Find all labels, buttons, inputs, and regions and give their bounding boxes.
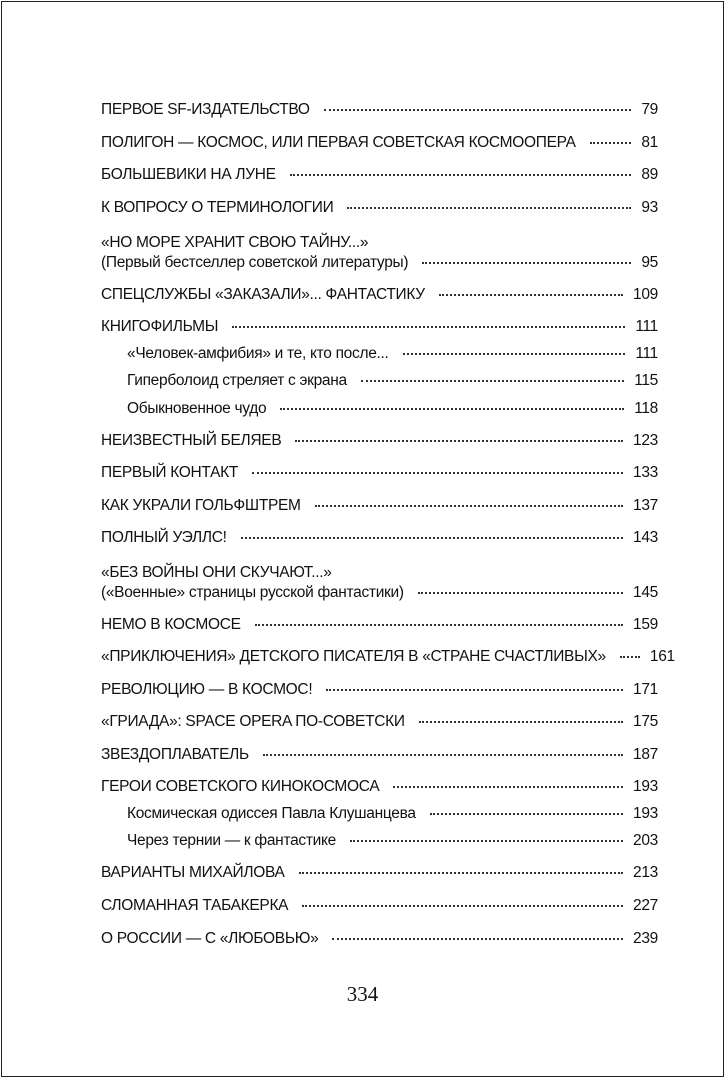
- toc-entry-page: 203: [633, 832, 658, 849]
- dot-leader: [232, 326, 625, 328]
- toc-entry-page: 111: [635, 345, 658, 362]
- toc-entry: [101, 464, 658, 490]
- toc-entry-title: ПОЛИГОН — КОСМОС, ИЛИ ПЕРВАЯ СОВЕТСКАЯ КОСМООПЕРА: [101, 134, 576, 151]
- toc-entry-page: 115: [634, 372, 658, 389]
- toc-entry-title: ПОЛНЫЙ УЭЛЛС!: [101, 529, 227, 546]
- table-of-contents: [101, 2, 675, 1002]
- toc-entry-page: 175: [633, 713, 658, 730]
- toc-entry-title: СЛОМАННАЯ ТАБАКЕРКА: [101, 897, 289, 914]
- toc-entry-page: 187: [633, 746, 658, 763]
- dot-leader: [422, 262, 631, 264]
- toc-entry-page: 109: [633, 286, 658, 303]
- toc-entry: [101, 897, 658, 923]
- toc-entry-title: НЕИЗВЕСТНЫЙ БЕЛЯЕВ: [101, 432, 282, 449]
- toc-entry-title: «ПРИКЛЮЧЕНИЯ» ДЕТСКОГО ПИСАТЕЛЯ В «СТРАНЕ СЧАСТЛИВЫХ»: [101, 648, 606, 665]
- toc-entry-page: 81: [641, 134, 658, 151]
- toc-entry: [101, 648, 675, 674]
- toc-entry-page: 161: [649, 648, 675, 665]
- dot-leader: [241, 537, 623, 539]
- toc-subentry: [127, 400, 658, 426]
- toc-entry: [101, 864, 658, 890]
- toc-entry-title: (Первый бестселлер советской литературы): [101, 254, 409, 271]
- dot-leader: [332, 938, 623, 940]
- dot-leader: [299, 872, 624, 874]
- dot-leader: [263, 754, 623, 756]
- toc-entry-title: ПЕРВОЕ SF-ИЗДАТЕЛЬСТВО: [101, 101, 310, 118]
- toc-entry: [101, 778, 658, 804]
- toc-entry: [101, 199, 658, 225]
- dot-leader: [590, 142, 632, 144]
- toc-entry-page: 239: [633, 930, 658, 947]
- toc-entry: [101, 681, 658, 707]
- toc-entry-title-line1: «НО МОРЕ ХРАНИТ СВОЮ ТАЙНУ...»: [101, 234, 369, 251]
- toc-entry-title: СПЕЦСЛУЖБЫ «ЗАКАЗАЛИ»... ФАНТАСТИКУ: [101, 286, 425, 303]
- toc-entry: [101, 713, 658, 739]
- dot-leader: [252, 472, 623, 474]
- toc-entry-title: Обыкновенное чудо: [127, 400, 267, 417]
- toc-entry-page: 171: [633, 681, 658, 698]
- toc-entry-title: О РОССИИ — С «ЛЮБОВЬЮ»: [101, 930, 319, 947]
- toc-entry: [101, 134, 658, 160]
- toc-entry-title: НЕМО В КОСМОСЕ: [101, 616, 241, 633]
- toc-entry-title: Через тернии — к фантастике: [127, 832, 336, 849]
- toc-entry-title: «ГРИАДА»: SPACE OPERA ПО-СОВЕТСКИ: [101, 713, 405, 730]
- dot-leader: [315, 505, 623, 507]
- toc-entry-page: 123: [633, 432, 658, 449]
- toc-entry-title: ЗВЕЗДОПЛАВАТЕЛЬ: [101, 746, 249, 763]
- toc-entry-page: 159: [633, 616, 658, 633]
- toc-entry: [101, 616, 658, 642]
- toc-entry-page: 95: [641, 254, 658, 271]
- toc-entry-page: 111: [635, 318, 658, 335]
- toc-entry-page: 137: [633, 497, 658, 514]
- toc-entry-title: ПЕРВЫЙ КОНТАКТ: [101, 464, 239, 481]
- toc-entry: [101, 529, 658, 555]
- toc-entry-title: БОЛЬШЕВИКИ НА ЛУНЕ: [101, 166, 276, 183]
- dot-leader: [393, 786, 623, 788]
- toc-entry: [101, 584, 658, 610]
- toc-entry-page: 118: [634, 400, 658, 417]
- toc-subentry: [127, 372, 658, 398]
- toc-entry: [101, 318, 658, 344]
- toc-entry-page: 143: [633, 529, 658, 546]
- toc-subentry: [127, 832, 658, 858]
- toc-entry-title: ГЕРОИ СОВЕТСКОГО КИНОКОСМОСА: [101, 778, 380, 795]
- toc-entry-title: Космическая одиссея Павла Клушанцева: [127, 805, 416, 822]
- dot-leader: [302, 905, 623, 907]
- toc-entry-title: К ВОПРОСУ О ТЕРМИНОЛОГИИ: [101, 199, 334, 216]
- dot-leader: [280, 408, 624, 410]
- toc-entry: [101, 286, 658, 312]
- dot-leader: [439, 294, 623, 296]
- dot-leader: [324, 109, 632, 111]
- toc-entry-page: 89: [641, 166, 658, 183]
- toc-entry: [101, 497, 658, 523]
- dot-leader: [419, 721, 623, 723]
- toc-entry-page: 93: [641, 199, 658, 216]
- toc-entry: [101, 432, 658, 458]
- toc-subentry: [127, 805, 658, 831]
- toc-entry-title: «Человек-амфибия» и те, кто после...: [127, 345, 389, 362]
- toc-entry: [101, 254, 658, 280]
- book-page: [1, 1, 724, 1077]
- toc-entry-title: КАК УКРАЛИ ГОЛЬФШТРЕМ: [101, 497, 301, 514]
- toc-subentry: [127, 345, 658, 371]
- dot-leader: [326, 689, 623, 691]
- dot-leader: [403, 353, 626, 355]
- toc-entry-page: 79: [641, 101, 658, 118]
- toc-entry-title-line1: «БЕЗ ВОЙНЫ ОНИ СКУЧАЮТ...»: [101, 564, 332, 581]
- toc-entry-page: 213: [633, 864, 658, 881]
- toc-entry-page: 227: [633, 897, 658, 914]
- toc-entry-title: РЕВОЛЮЦИЮ — В КОСМОС!: [101, 681, 313, 698]
- toc-entry-title: Гиперболоид стреляет с экрана: [127, 372, 347, 389]
- toc-entry-page: 145: [633, 584, 658, 601]
- toc-entry: [101, 930, 658, 956]
- dot-leader: [361, 380, 624, 382]
- page-number: 334: [346, 982, 379, 1006]
- toc-entry: [101, 101, 658, 127]
- dot-leader: [347, 207, 631, 209]
- toc-entry-page: 133: [633, 464, 658, 481]
- toc-entry: [101, 746, 658, 772]
- dot-leader: [295, 440, 623, 442]
- dot-leader: [620, 656, 640, 658]
- dot-leader: [430, 813, 623, 815]
- toc-entry-page: 193: [633, 805, 658, 822]
- toc-entry-title: ВАРИАНТЫ МИХАЙЛОВА: [101, 864, 285, 881]
- dot-leader: [350, 840, 623, 842]
- dot-leader: [418, 592, 623, 594]
- toc-entry-title: КНИГОФИЛЬМЫ: [101, 318, 219, 335]
- toc-entry-title: («Военные» страницы русской фантастики): [101, 584, 404, 601]
- dot-leader: [255, 624, 623, 626]
- toc-entry-page: 193: [633, 778, 658, 795]
- toc-entry: [101, 166, 658, 192]
- dot-leader: [290, 174, 632, 176]
